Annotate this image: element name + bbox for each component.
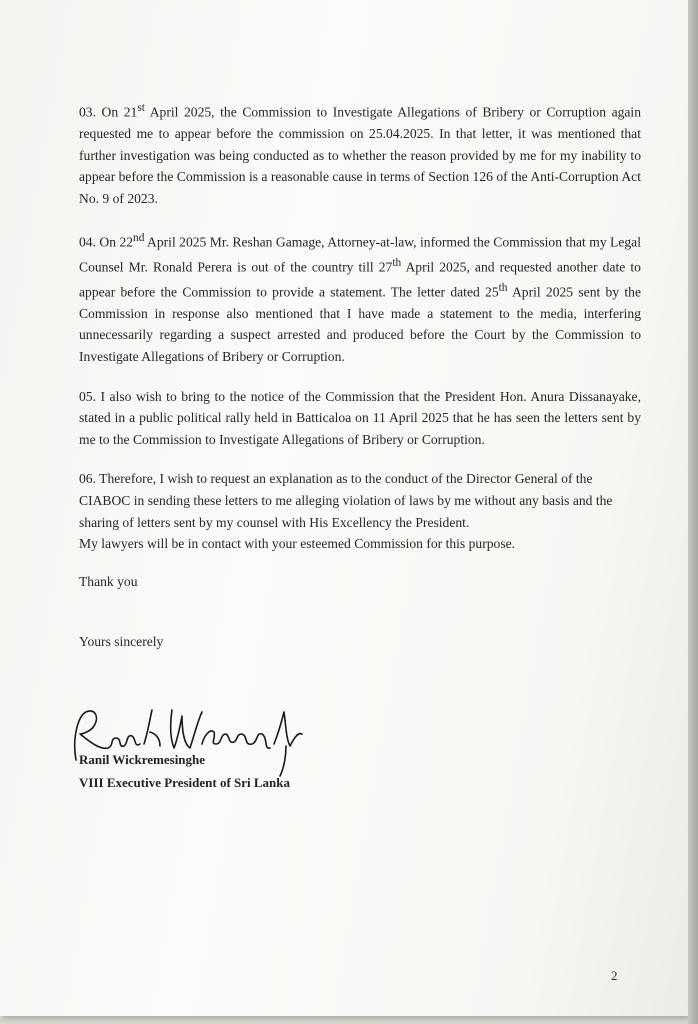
p04-text-4: April 2025 sent by the Commission in response also mentioned that I have made a statement to the media, interfering unnecessarily regarding a suspect arrested and produced before the Court by the Commission to Investigate Allegations of Bribery or Corruption. xyxy=(79,284,641,365)
p06-last-line: My lawyers will be in contact with your esteemed Commission for this purpose. xyxy=(79,536,516,552)
letter-body xyxy=(79,98,641,555)
p04-text-3: April 2025, and requested another date to appear before the Commission to provide a statement. The letter dated 25 xyxy=(79,259,641,300)
thank-you-line: Thank you xyxy=(79,574,138,589)
p04-superscript-2: th xyxy=(392,256,402,269)
p03-text-2: April 2025, the Commission to Investigate Allegations of Bribery or Corruption again requested me to appear before the commission on 25.04.2025. In that letter, it was mentioned that further investigation was being conducted as to whether the reason provided by me for my inability to appear before the Commission is a reasonable cause in terms of Section 126 of the Anti-Corruption Act No. 9 of 2023. xyxy=(79,104,642,206)
p04-superscript-1: nd xyxy=(133,231,145,244)
page-edge xyxy=(688,0,698,1024)
p03-superscript: st xyxy=(137,102,145,114)
signer-title: VIII Executive President of Sri Lanka xyxy=(79,775,291,790)
signer-name: Ranil Wickremesinghe xyxy=(79,752,206,767)
paragraph-04 xyxy=(79,228,641,368)
p04-text-2: April 2025 Mr. Reshan Gamage, Attorney-at-law, informed the Commission that my Legal Counsel Mr. Ronald Perera is out of the country till 27 xyxy=(79,234,641,275)
p04-superscript-3: th xyxy=(498,281,508,294)
page-number: 2 xyxy=(611,968,618,983)
complimentary-close: Yours sincerely xyxy=(79,634,164,649)
paragraph-05: 05. I also wish to bring to the notice of the Commission that the President Hon. Anura Dissanayake, stated in a public political rally held in Batticaloa on 11 April 2025 that he has seen the letters sent by me to the Commission to Investigate Allegations of Bribery or Corruption. xyxy=(79,388,641,447)
p04-text-1: 04. On 22 xyxy=(79,234,134,250)
paragraph-06 xyxy=(79,468,641,554)
paragraph-03 xyxy=(79,98,641,210)
p06-text: 06. Therefore, I wish to request an explanation as to the conduct of the Director General of the CIABOC in sending these letters to me alleging violation of laws by me without any basis and the sharing of letters sent by my counsel with His Excellency the President. xyxy=(79,471,613,530)
p03-text-1: 03. On 21 xyxy=(79,104,138,120)
